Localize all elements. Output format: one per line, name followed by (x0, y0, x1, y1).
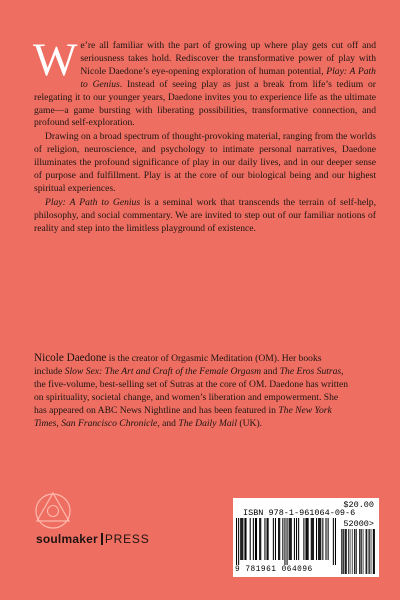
barcode-bar (374, 529, 375, 574)
barcode-bar (360, 529, 361, 574)
addon-barcode (341, 529, 375, 574)
barcode-bar (374, 529, 375, 574)
barcode-bar (273, 518, 274, 560)
barcode-bar (245, 518, 246, 560)
barcode-bar (303, 518, 304, 560)
book-title-eros-sutras: The Eros Sutras (279, 365, 342, 377)
barcode-bar (289, 518, 290, 560)
barcode-bar (259, 518, 260, 560)
author-bio (34, 352, 352, 430)
blurb (33, 34, 376, 236)
barcode-bar (366, 529, 367, 574)
addon-number: 52000> (343, 519, 374, 529)
barcode-bar (311, 518, 312, 560)
barcode-bar (291, 518, 292, 560)
barcode-bar (296, 518, 297, 560)
barcode-bar (371, 529, 372, 574)
barcode-bar (307, 518, 308, 560)
barcode-bar (305, 518, 306, 560)
barcode-bar (325, 518, 326, 560)
barcode-bar (313, 518, 314, 560)
barcode-bar (341, 529, 342, 574)
triangle-circle-emblem-icon (33, 490, 73, 530)
barcode-bar (308, 518, 309, 560)
bio-text-1: is the creator of Orgasmic Meditation (OM). Her books include (34, 353, 322, 377)
barcode-bar (348, 529, 349, 574)
barcode-bar (284, 518, 285, 565)
barcode-bar (253, 518, 254, 560)
blurb-paragraph-3 (34, 197, 376, 236)
barcode-bar (312, 518, 313, 560)
barcode-bar (342, 529, 343, 574)
barcode-bar (290, 518, 291, 560)
barcode-bar (236, 518, 237, 565)
ean13-barcode (236, 518, 336, 566)
barcode-bar (366, 529, 367, 574)
blurb-p1-text: e’re all familiar with the part of growing up where play gets cut off and seriousness takes hold. Rediscover the transformative power of play with Nicole Daedone’s eye-opening exploration of human potential, (80, 40, 376, 77)
blurb-p1-end: . Instead of seeing play as just a break from life’s tedium or relegating it to our younger years, Daedone invites you to experience life as the ultimate game—a game bursting with liberating possibilities, transformative connection, and profound self-exploration. (34, 78, 376, 129)
barcode-bar (343, 529, 344, 574)
publication-sf-chronicle: San Francisco Chronicle (61, 417, 158, 429)
barcode-bar (352, 529, 353, 574)
barcode-bar (369, 529, 370, 574)
barcode-bar (356, 529, 357, 574)
bio-text-2: and (261, 365, 280, 377)
bio-text-3: , the five-volume, best-selling set of Sutras at the core of OM. Daedone has written on spirituality, societal change, and women’s liberation and empowerment. She has appeared on ABC News Nightline and has been featured in (34, 365, 349, 416)
barcode-bar (363, 529, 364, 574)
barcode-bar (368, 529, 369, 574)
price-label: $20.00 (343, 500, 374, 510)
blurb-paragraph-1 (33, 34, 376, 130)
isbn-label: ISBN 978-1-961064-09-6 (243, 508, 356, 518)
barcode-bar (328, 518, 329, 560)
barcode-bar (241, 518, 242, 560)
bio-text-4: , (56, 417, 62, 429)
barcode-number: 9 781961 064096 (235, 566, 313, 574)
barcode-bar (275, 518, 276, 560)
barcode-bar (250, 518, 251, 560)
author-name: Nicole Daedone (34, 352, 107, 364)
barcode-bar (238, 518, 239, 565)
barcode-bar (298, 518, 299, 560)
blurb-paragraph-2: Drawing on a broad spectrum of thought-provoking material, ranging from the worlds of religion, neuroscience, and psychology to intimate personal narratives, Daedone illuminates the profound significance of play in our daily lives, and in our deeper sense of purpose and fulfillment. Play is at the core of our biological being and our highest spiritual experiences. (34, 131, 376, 194)
barcode-bar (278, 518, 279, 560)
barcode-bar (361, 529, 362, 574)
barcode-bar (320, 518, 321, 560)
barcode-bar (268, 518, 269, 560)
blurb-p3-title: Play: A Path to Genius (45, 196, 141, 208)
bio-text-6: (UK). (237, 417, 263, 429)
barcode-bar (346, 529, 347, 574)
barcode-bar (282, 518, 283, 560)
barcode-panel (233, 498, 379, 577)
barcode-bar (345, 529, 346, 574)
barcode-bar (319, 518, 320, 560)
publication-nyt: The New York Times (34, 404, 332, 429)
barcode-bar (244, 518, 245, 560)
barcode-bar (355, 529, 356, 574)
barcode-bar (264, 518, 265, 560)
barcode-bar (294, 518, 295, 560)
blurb-p1-title: Play: A Path to Genius (80, 65, 376, 90)
barcode-bar (322, 518, 323, 560)
barcode-bar (354, 529, 355, 574)
barcode-bar (333, 518, 334, 565)
barcode-bar (373, 529, 374, 574)
publisher-logo (36, 532, 150, 546)
barcode-bar (287, 518, 288, 565)
publisher-name: soulmaker (36, 532, 98, 546)
barcode-bar (279, 518, 280, 560)
barcode-bar (256, 518, 257, 560)
blurb-p3-text: is a seminal work that transcends the terrain of self-help, philosophy, and social commentary. We are invited to step out of our familiar notions of reality and step into the limitless playground of existence. (34, 196, 376, 234)
publisher-divider (101, 533, 103, 545)
barcode-bar (267, 518, 268, 560)
barcode-bar (240, 518, 241, 560)
barcode-bar (318, 518, 319, 560)
barcode-bar (359, 529, 360, 574)
publisher-press: PRESS (104, 532, 150, 546)
barcode-bar (255, 518, 256, 560)
barcode-bar (242, 518, 243, 560)
barcode-bar (260, 518, 261, 560)
author-bio-text (34, 352, 352, 430)
book-title-slow-sex: Slow Sex: The Art and Craft of the Female Orgasm (64, 365, 262, 377)
publication-daily-mail: The Daily Mail (178, 417, 237, 429)
barcode-bar (345, 529, 346, 574)
barcode-bar (350, 529, 351, 574)
drop-cap: W (33, 34, 78, 86)
bio-text-5: , and (157, 417, 179, 429)
barcode-bar (316, 518, 317, 560)
barcode-bar (335, 518, 336, 565)
